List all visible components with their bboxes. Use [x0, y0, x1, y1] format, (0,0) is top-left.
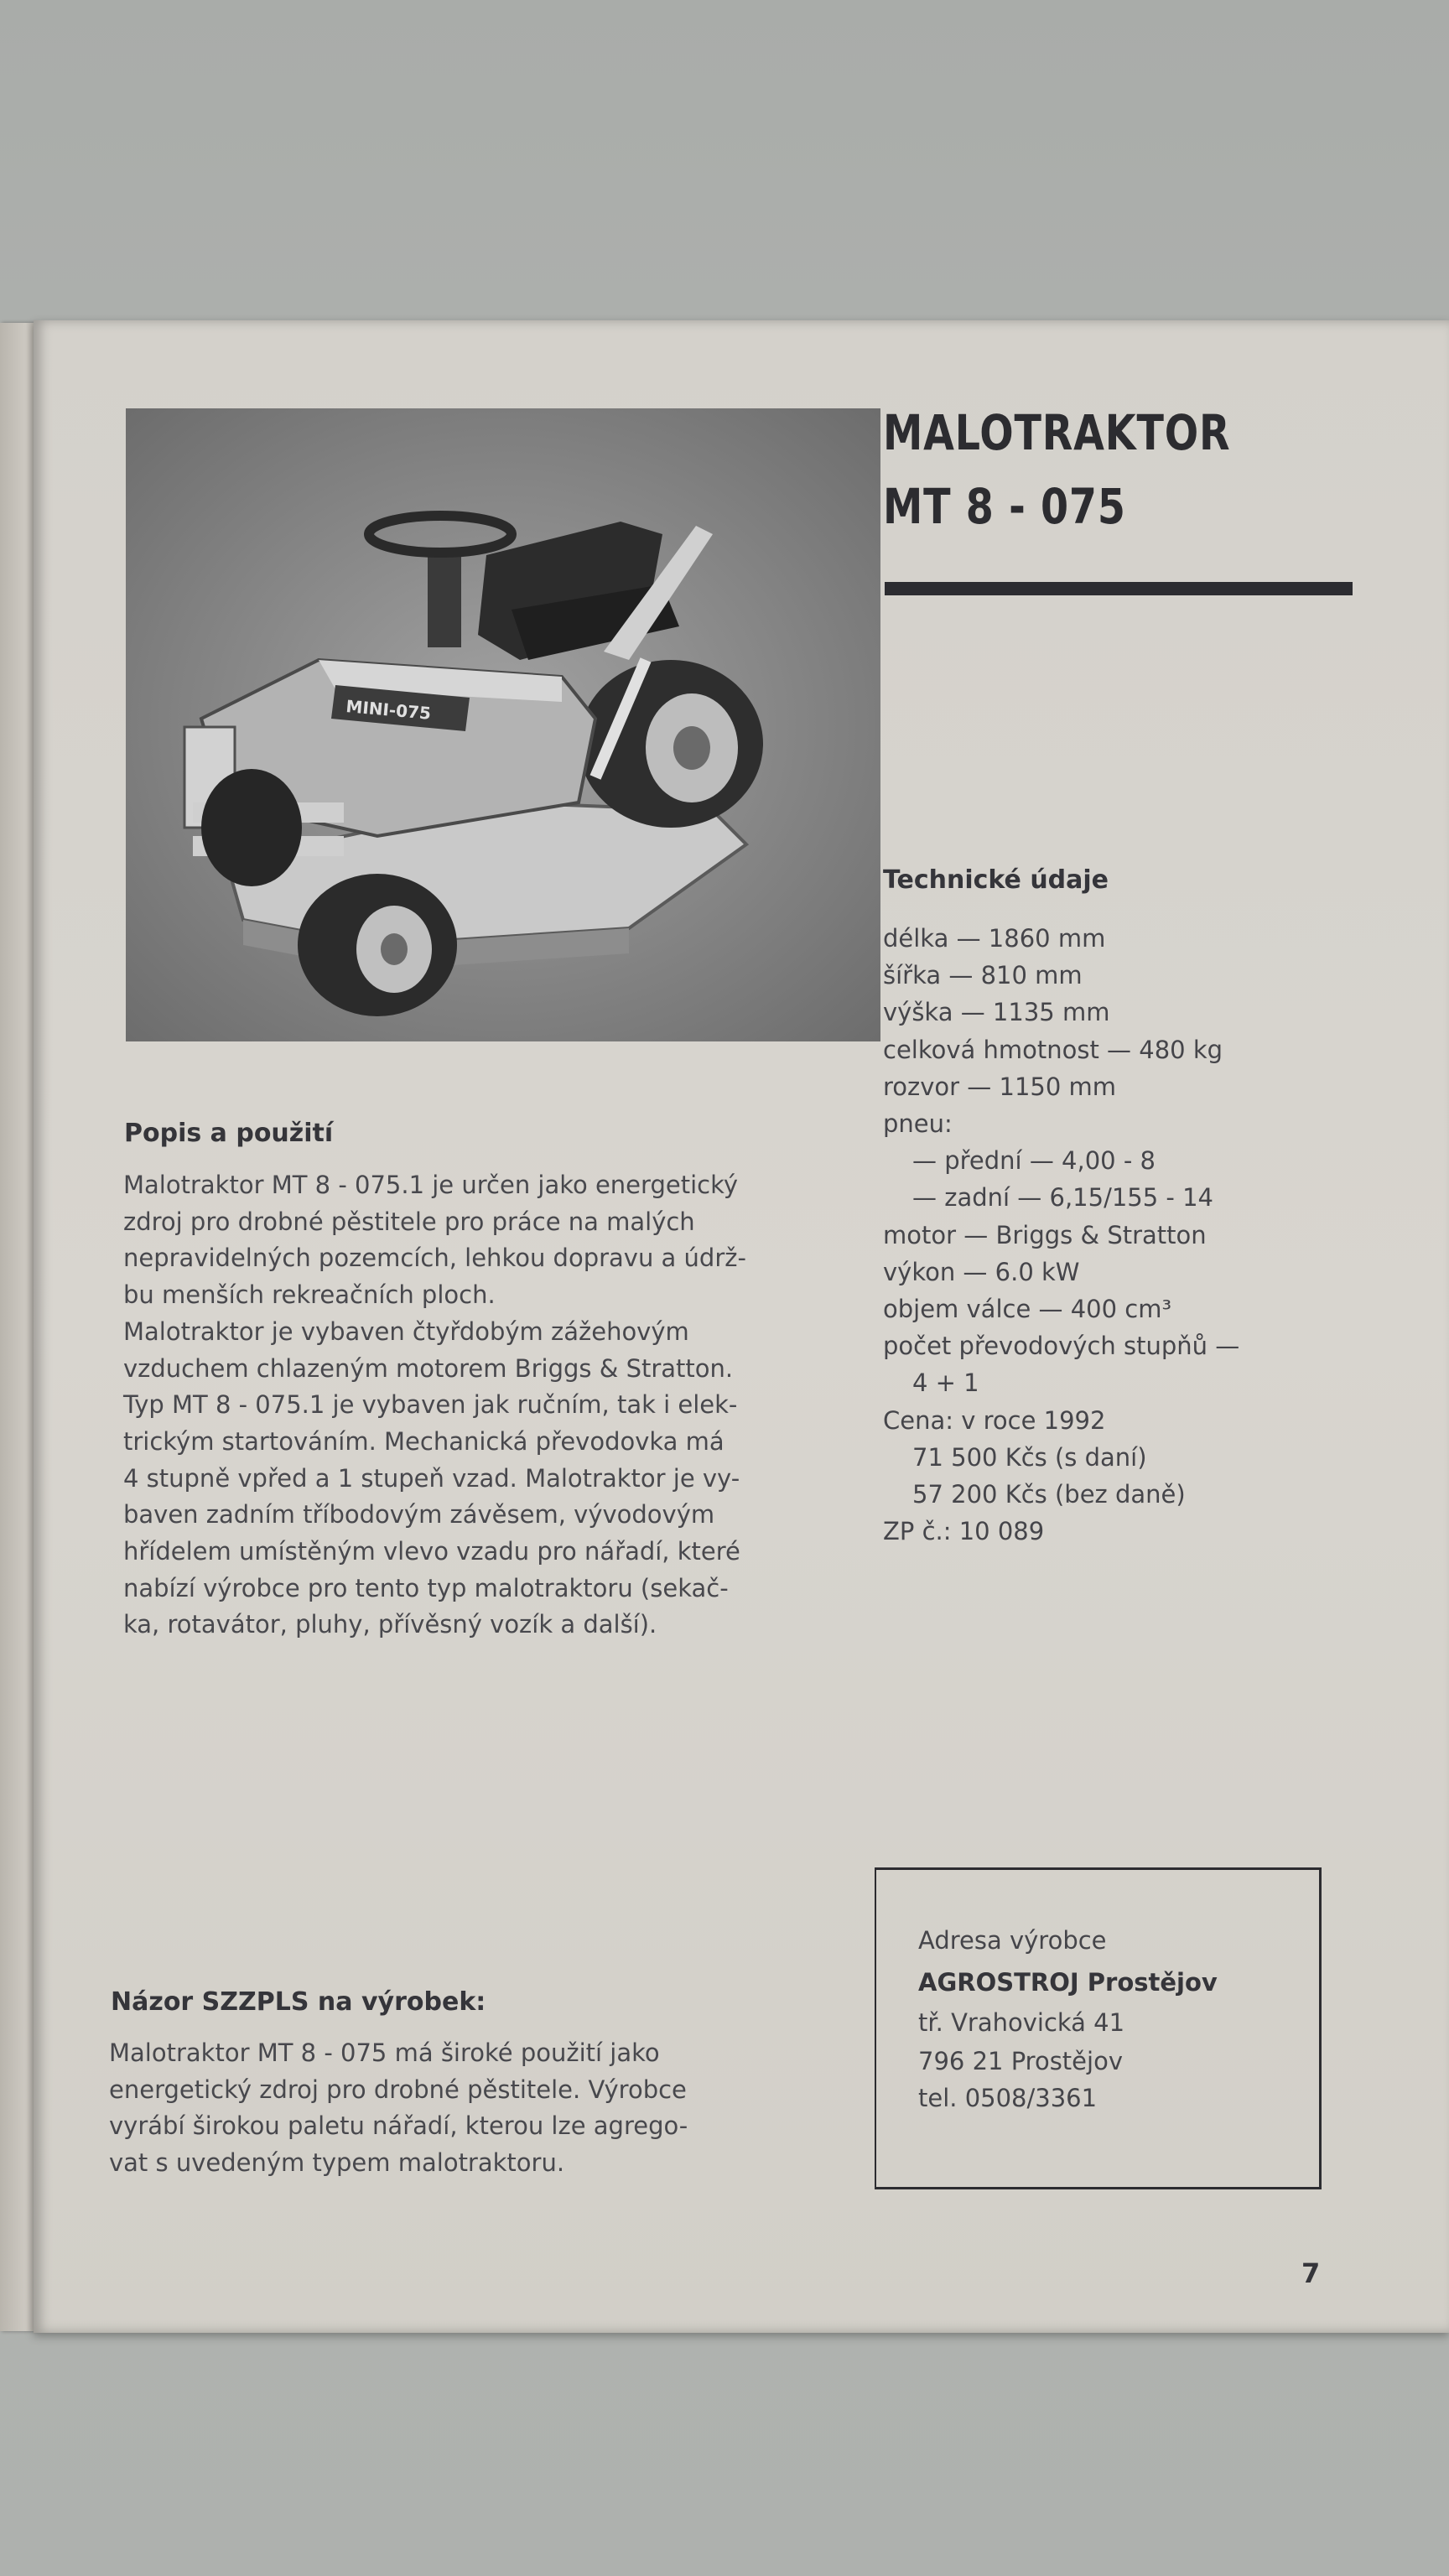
title-line-1: MALOTRAKTOR	[883, 404, 1231, 461]
address-city: 796 21 Prostějov	[918, 2047, 1123, 2075]
address-label: Adresa výrobce	[918, 1926, 1107, 1955]
tractor-photo	[126, 408, 880, 1041]
description-heading: Popis a použití	[124, 1119, 334, 1148]
spec-line: pneu:	[883, 1109, 953, 1139]
specs-heading: Technické údaje	[883, 865, 1109, 895]
spec-line: výkon — 6.0 kW	[883, 1257, 1080, 1286]
description-line: Malotraktor MT 8 - 075.1 je určen jako energetický	[123, 1171, 738, 1199]
spec-line: 57 200 Kčs (bez daně)	[912, 1480, 1186, 1509]
brochure-page	[34, 320, 1449, 2333]
description-line: trickým startováním. Mechanická převodovka má	[123, 1426, 724, 1456]
description-line: hřídelem umístěným vlevo vzadu pro nářadí, které	[123, 1537, 740, 1566]
spec-line: počet převodových stupňů —	[883, 1332, 1240, 1361]
spec-line: celková hmotnost — 480 kg	[883, 1035, 1223, 1064]
specs-list	[883, 920, 1239, 1550]
opinion-line: Malotraktor MT 8 - 075 má široké použití jako	[109, 2038, 660, 2067]
title-rule	[885, 582, 1353, 595]
address-street: tř. Vrahovická 41	[918, 2008, 1125, 2037]
spec-line: Cena: v roce 1992	[883, 1405, 1106, 1435]
tractor-badge: MINI-075	[345, 696, 432, 724]
opinion-paragraph	[109, 2035, 688, 2182]
address-phone: tel. 0508/3361	[918, 2084, 1098, 2112]
description-line: 4 stupně vpřed a 1 stupeň vzad. Malotraktor je vy-	[123, 1463, 740, 1493]
opinion-line: energetický zdroj pro drobné pěstitele. Výrobce	[109, 2075, 687, 2104]
spec-line: délka — 1860 mm	[883, 924, 1106, 953]
description-line: baven zadním tříbodovým závěsem, vývodovým	[123, 1500, 715, 1530]
description-line: Typ MT 8 - 075.1 je vybaven jak ručním, tak i elek-	[123, 1390, 738, 1420]
manufacturer-address-box	[875, 1867, 1322, 2189]
left-page-edge	[0, 323, 37, 2331]
opinion-line: vat s uvedeným typem malotraktoru.	[109, 2148, 565, 2178]
description-line: nabízí výrobce pro tento typ malotraktoru (sekač-	[123, 1573, 729, 1602]
page-number: 7	[1301, 2257, 1321, 2289]
spec-line: — přední — 4,00 - 8	[912, 1146, 1156, 1176]
description-line: Malotraktor je vybaven čtyřdobým zážehovým	[123, 1317, 689, 1346]
spec-line: výška — 1135 mm	[883, 998, 1110, 1027]
spec-line: objem válce — 400 cm³	[883, 1295, 1172, 1324]
opinion-line: vyrábí širokou paletu nářadí, kterou lze agrego-	[109, 2111, 688, 2141]
description-line: nepravidelných pozemcích, lehkou dopravu a údrž-	[123, 1244, 746, 1273]
spec-line: šířka — 810 mm	[883, 961, 1083, 990]
spec-line: 71 500 Kčs (s daní)	[912, 1442, 1147, 1472]
description-line: bu menších rekreačních ploch.	[123, 1280, 496, 1310]
spec-line: — zadní — 6,15/155 - 14	[912, 1183, 1213, 1213]
spec-line: 4 + 1	[912, 1368, 979, 1398]
opinion-heading: Názor SZZPLS na výrobek:	[111, 1987, 486, 2017]
description-line: ka, rotavátor, pluhy, přívěsný vozík a další).	[123, 1610, 657, 1639]
description-line: zdroj pro drobné pěstitele pro práce na malých	[123, 1207, 695, 1236]
address-company: AGROSTROJ Prostějov	[918, 1968, 1218, 1997]
description-line: vzduchem chlazeným motorem Briggs & Stratton.	[123, 1353, 734, 1383]
spec-line: ZP č.: 10 089	[883, 1517, 1045, 1546]
title-line-2: MT 8 - 075	[883, 478, 1126, 535]
description-paragraph	[123, 1167, 746, 1644]
spec-line: rozvor — 1150 mm	[883, 1072, 1117, 1101]
spec-line: motor — Briggs & Stratton	[883, 1220, 1207, 1249]
